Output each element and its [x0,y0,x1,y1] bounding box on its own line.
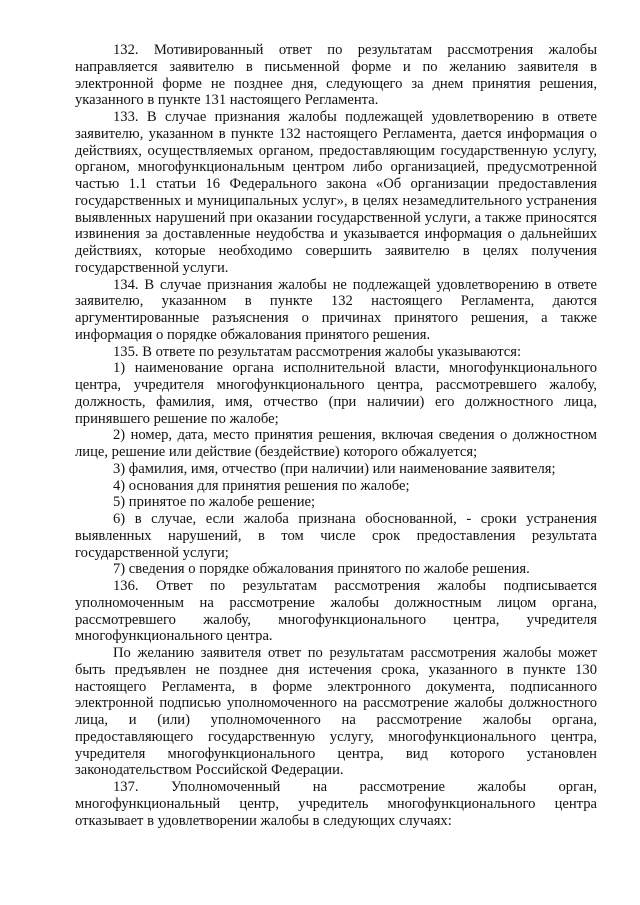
list-item-3: 3) фамилия, имя, отчество (при наличии) или наименование заявителя; [113,460,556,477]
list-item-5: 5) принятое по жалобе решение; [113,494,316,511]
paragraph-132: 132. Мотивированный ответ по результатам рассмотрения жалобы направляется заявителю в письменной форме и по желанию заявителя в электронной форме не позднее дня, следующего за днем принятия решения, указанного в пункте 131 настоящего Регламента. [75,42,597,109]
paragraph-136: 136. Ответ по результатам рассмотрения жалобы подписывается уполномоченным на рассмотрение жалобы должностным лицом органа, рассмотревшего жалобу, многофункционального центра, учредителя многофункционального центра. [75,578,597,645]
list-item-4: 4) основания для принятия решения по жалобе; [113,477,410,494]
list-item-2: 2) номер, дата, место принятия решения, включая сведения о должностном лице, решение или действие (бездействие) которого обжалуется; [75,427,597,460]
paragraph-135: 135. В ответе по результатам рассмотрения жалобы указываются: [113,343,522,360]
list-item-6: 6) в случае, если жалоба признана обоснованной, - сроки устранения выявленных нарушений, в том числе срок предоставления результата государственной услуги; [75,511,597,561]
paragraph-134: 134. В случае признания жалобы не подлежащей удовлетворению в ответе заявителю, указанном в пункте 132 настоящего Регламента, даются аргументированные разъяснения о причинах принятого решения, а также информация о порядке обжалования принятого решения. [75,276,597,343]
list-item-1: 1) наименование органа исполнительной власти, многофункционального центра, учредителя многофункционального центра, рассмотревшего жалобу, должность, фамилия, имя, отчество (при наличии) его должностного лица, принявшего решение по жалобе; [75,360,597,427]
paragraph-137: 137. Уполномоченный на рассмотрение жалобы орган, многофункциональный центр, учредитель многофункционального центра отказывает в удовлетворении жалобы в следующих случаях: [75,779,597,829]
paragraph-electronic-answer: По желанию заявителя ответ по результатам рассмотрения жалобы может быть предъявлен не позднее дня истечения срока, указанного в пункте 130 настоящего Регламента, в форме электронного документа, подписанного электронной подписью уполномоченного на рассмотрение жалобы должностного лица, и (или) уполномоченного на рассмотрение жалобы органа, предоставляющего государственную услугу, многофункционального центра, учредителя многофункционального центра, вид которого установлен законодательством Российской Федерации. [75,645,597,779]
paragraph-133: 133. В случае признания жалобы подлежащей удовлетворению в ответе заявителю, указанном в пункте 132 настоящего Регламента, дается информация о действиях, осуществляемых органом, предоставляющим государственную услугу, органом, многофункциональным центром либо организацией, предусмотренной частью 1.1 статьи 16 Федерального закона «Об организации предоставления государственных и муниципальных услуг», в целях незамедлительного устранения выявленных нарушений при оказании государственной услуги, а также приносятся извинения за доставленные неудобства и указывается информация о дальнейших действиях, которые необходимо совершить заявителю в целях получения государственной услуги. [75,109,597,276]
list-item-7: 7) сведения о порядке обжалования принятого по жалобе решения. [113,561,530,578]
